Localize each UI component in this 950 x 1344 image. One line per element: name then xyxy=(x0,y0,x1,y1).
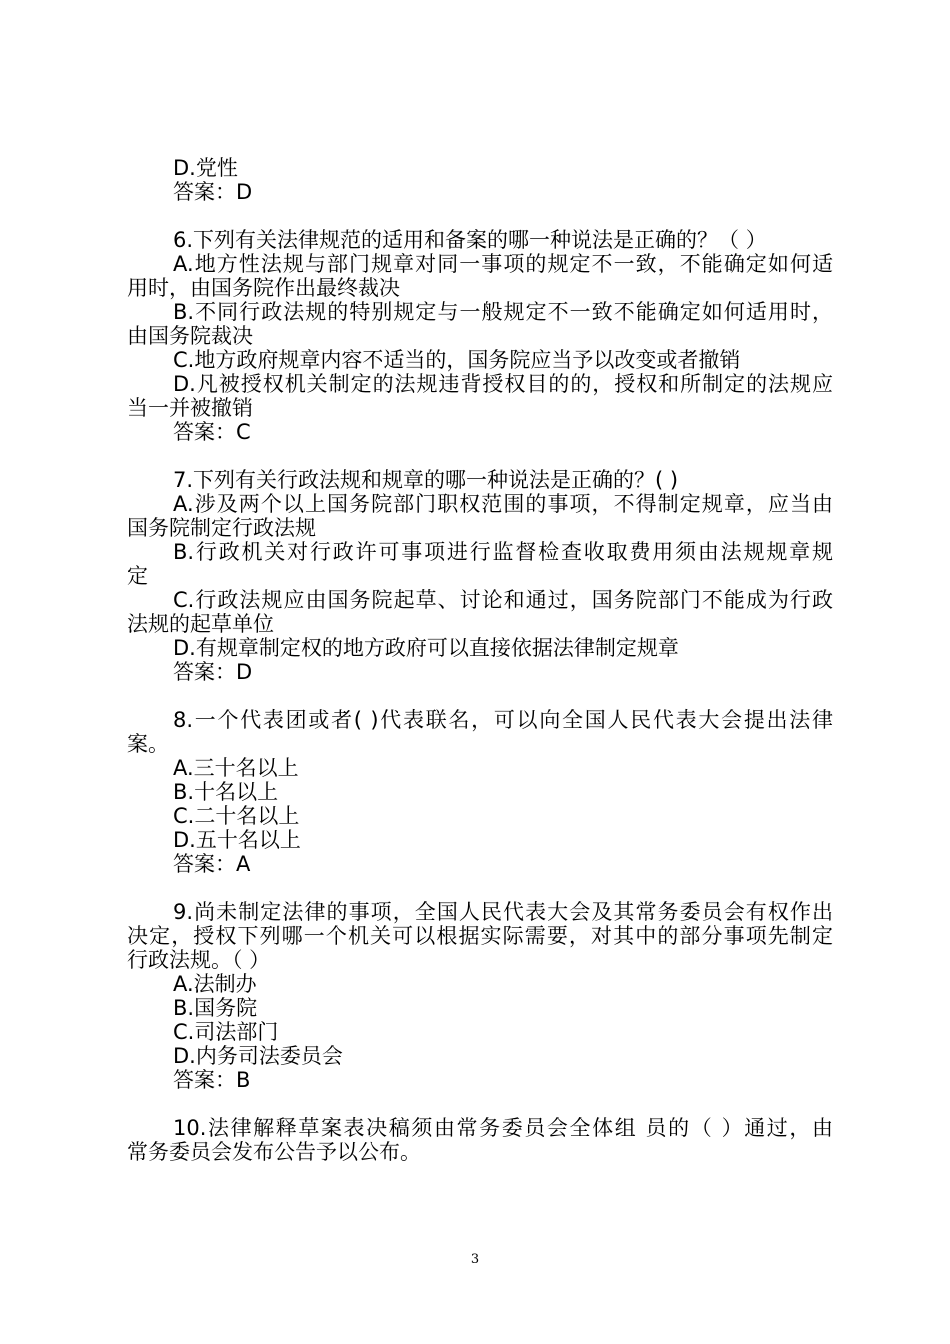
option-a: A.三十名以上 xyxy=(173,756,299,780)
answer: 答案：D xyxy=(173,180,253,204)
question-stem: 10.法律解释草案表决稿须由常务委员会全体组 员的（ ）通过，由 xyxy=(173,1116,833,1140)
spacer xyxy=(127,204,833,228)
question-6 xyxy=(127,228,833,444)
question-stem: 7.下列有关行政法规和规章的哪一种说法是正确的？( ) xyxy=(173,468,679,492)
spacer xyxy=(127,876,833,900)
option-a-cont: 国务院制定行政法规 xyxy=(127,516,316,540)
option-d: D.凡被授权机关制定的法规违背授权目的的，授权和所制定的法规应 xyxy=(173,372,833,396)
question-stem: 9.尚未制定法律的事项，全国人民代表大会及其常务委员会有权作出 xyxy=(173,900,833,924)
question-stem-cont: 案。 xyxy=(127,732,169,756)
option-d: D.党性 xyxy=(173,156,238,180)
answer: 答案：A xyxy=(173,852,251,876)
spacer xyxy=(127,444,833,468)
question-10 xyxy=(127,1116,833,1164)
answer: 答案：B xyxy=(173,1068,251,1092)
option-d: D.有规章制定权的地方政府可以直接依据法律制定规章 xyxy=(173,636,679,660)
option-c-cont: 法规的起草单位 xyxy=(127,612,274,636)
option-d: D.五十名以上 xyxy=(173,828,301,852)
question-stem-cont: 行政法规。（ ） xyxy=(127,948,271,972)
question-5-tail xyxy=(127,156,833,204)
option-b: B.十名以上 xyxy=(173,780,279,804)
option-b-cont: 由国务院裁决 xyxy=(127,324,253,348)
option-b-cont: 定 xyxy=(127,564,148,588)
answer: 答案：C xyxy=(173,420,251,444)
spacer xyxy=(127,1092,833,1116)
answer: 答案：D xyxy=(173,660,253,684)
question-stem-cont: 决定，授权下列哪一个机关可以根据实际需要，对其中的部分事项先制定 xyxy=(127,924,833,948)
question-stem-cont: 常务委员会发布公告予以公布。 xyxy=(127,1140,421,1164)
option-c: C.地方政府规章内容不适当的，国务院应当予以改变或者撤销 xyxy=(173,348,741,372)
option-c: C.二十名以上 xyxy=(173,804,300,828)
question-stem: 8.一个代表团或者( )代表联名，可以向全国人民代表大会提出法律 xyxy=(173,708,833,732)
option-b: B.国务院 xyxy=(173,996,258,1020)
option-b: B.不同行政法规的特别规定与一般规定不一致不能确定如何适用时， xyxy=(173,300,833,324)
page-number: 3 xyxy=(470,1252,480,1267)
question-8 xyxy=(127,708,833,876)
question-7 xyxy=(127,468,833,684)
option-a: A.地方性法规与部门规章对同一事项的规定不一致，不能确定如何适 xyxy=(173,252,833,276)
option-b: B.行政机关对行政许可事项进行监督检查收取费用须由法规规章规 xyxy=(173,540,833,564)
option-d-cont: 当一并被撤销 xyxy=(127,396,253,420)
question-list xyxy=(127,156,833,1164)
option-c: C.司法部门 xyxy=(173,1020,279,1044)
spacer xyxy=(127,684,833,708)
option-c: C.行政法规应由国务院起草、讨论和通过，国务院部门不能成为行政 xyxy=(173,588,833,612)
option-a: A.法制办 xyxy=(173,972,257,996)
question-9 xyxy=(127,900,833,1092)
option-a-cont: 用时，由国务院作出最终裁决 xyxy=(127,276,400,300)
question-stem: 6.下列有关法律规范的适用和备案的哪一种说法是正确的？（ ） xyxy=(173,228,767,252)
option-a: A.涉及两个以上国务院部门职权范围的事项，不得制定规章，应当由 xyxy=(173,492,833,516)
option-d: D.内务司法委员会 xyxy=(173,1044,343,1068)
